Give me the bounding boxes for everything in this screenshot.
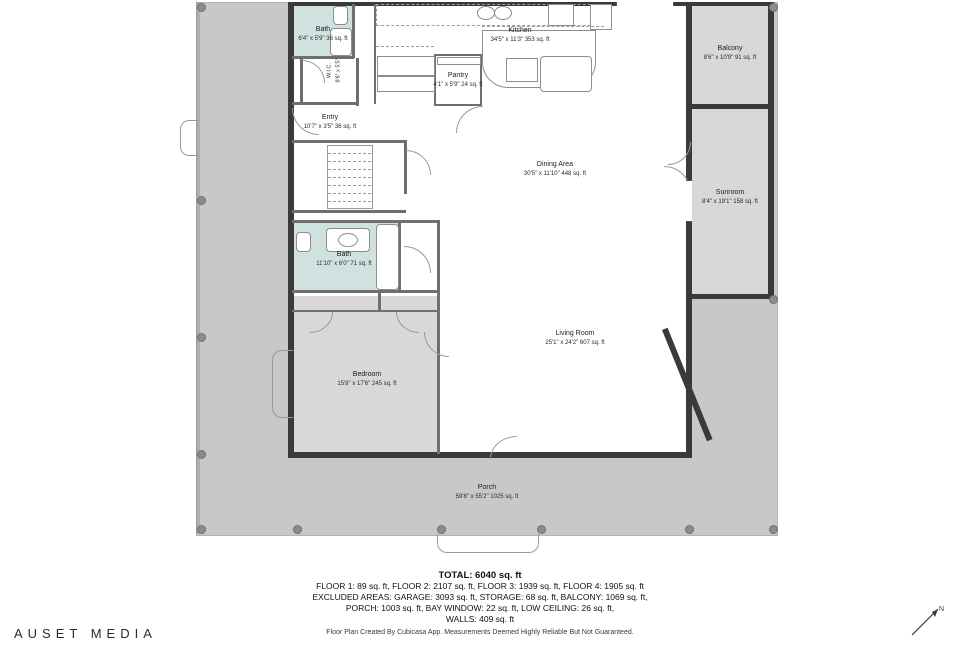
wall-annex-bottom [688,294,774,299]
toilet-mid-icon [296,232,311,252]
summary-floors: FLOOR 1: 89 sq. ft, FLOOR 2: 2107 sq. ft, FLOOR 3: 1939 sq. ft, FLOOR 4: 1905 sq. ft [316,581,644,591]
wall-closet-bottom [292,102,358,105]
wall-pantry-bottom [434,104,482,106]
porch-post [197,525,206,534]
room-label-kitchen: Kitchen 34'5" x 11'3" 353 sq. ft [490,27,550,43]
porch-post [537,525,546,534]
cooktop-icon [506,58,538,82]
wall-annex-mid [688,104,774,109]
porch-post [769,3,778,12]
room-label-sunroom: Sunroom 8'4" x 19'1" 158 sq. ft [702,189,758,205]
summary-excluded: EXCLUDED AREAS: GARAGE: 3093 sq. ft, STORAGE: 68 sq. ft, BALCONY: 1069 sq. ft, [312,592,648,602]
wall-bath-mid-top [292,220,440,223]
summary-total: TOTAL: 6040 sq. ft [438,570,522,581]
wall-closet-bed-div [378,290,381,312]
porch-post [197,333,206,342]
porch-post [769,295,778,304]
wall-annex-top [688,2,774,6]
wall-bath-mid-bottom [292,290,440,293]
sink-basin-2-icon [494,6,512,20]
bay-window [272,350,293,418]
room-label-living: Living Room 25'1" x 24'2" 607 sq. ft [545,330,605,346]
left-bumpout [180,120,199,156]
porch-step [437,534,539,553]
room-label-bedroom: Bedroom 15'8" x 17'6" 245 sq. ft [337,371,397,387]
wall-entry-right [356,58,359,106]
svg-text:N: N [939,606,945,613]
stair-tread-6 [328,193,371,194]
room-label-closet: W.I.C. 8'6" x 5'5" [326,58,341,83]
room-label-dining: Dining Area 30'5" x 11'10" 448 sq. ft [523,161,587,177]
porch-post [769,525,778,534]
porch-post [197,3,206,12]
room-label-bath-top: Bath 6'4" x 5'9" 36 sq. ft [298,26,348,42]
porch-post [197,196,206,205]
porch-post [685,525,694,534]
stair-tread-4 [328,177,371,178]
stair-tread-3 [328,169,371,170]
stair-tread-7 [328,201,371,202]
toilet-top-icon [333,6,348,25]
pantry-shelf [437,57,481,65]
porch-post [197,450,206,459]
stair-tread-5 [328,185,371,186]
porch-post [437,525,446,534]
counter-run-right [540,56,592,92]
compass-north-icon [908,605,948,639]
room-label-pantry: Pantry 4'1" x 5'9" 24 sq. ft [433,72,483,88]
brand-logo: AUSET MEDIA [14,626,157,641]
wall-stair-bottom [292,210,406,213]
summary-porch: PORCH: 1003 sq. ft, BAY WINDOW: 22 sq. ft, LOW CEILING: 26 sq. ft, [345,603,615,613]
sink-mid-icon [338,233,358,247]
range-icon [548,4,574,26]
stair-tread-1 [328,153,371,154]
room-label-balcony: Balcony 8'6" x 10'9" 91 sq. ft [703,45,757,61]
kitchen-dash-1 [376,46,434,47]
wall-pantry-top [434,54,482,56]
wall-closet2-right [437,222,440,292]
summary-note: Floor Plan Created By Cubicasa App. Measurements Deemed Highly Reliable But Not Guaranteed. [326,629,634,636]
sink-basin-icon [477,6,495,20]
room-label-bath-mid: Bath 11'10" x 6'0" 71 sq. ft [316,251,372,267]
wall-bedroom-right [437,292,440,454]
stair-tread-2 [328,161,371,162]
porch-post [293,525,302,534]
wall-entry-bottom [292,140,406,143]
summary-walls: WALLS: 409 sq. ft [445,614,515,624]
room-label-entry: Entry 10'7" x 3'5" 36 sq. ft [303,114,357,130]
room-label-porch: Porch 59'8" x 55'2" 1025 sq. ft [455,484,519,500]
window-top-1 [616,2,674,6]
